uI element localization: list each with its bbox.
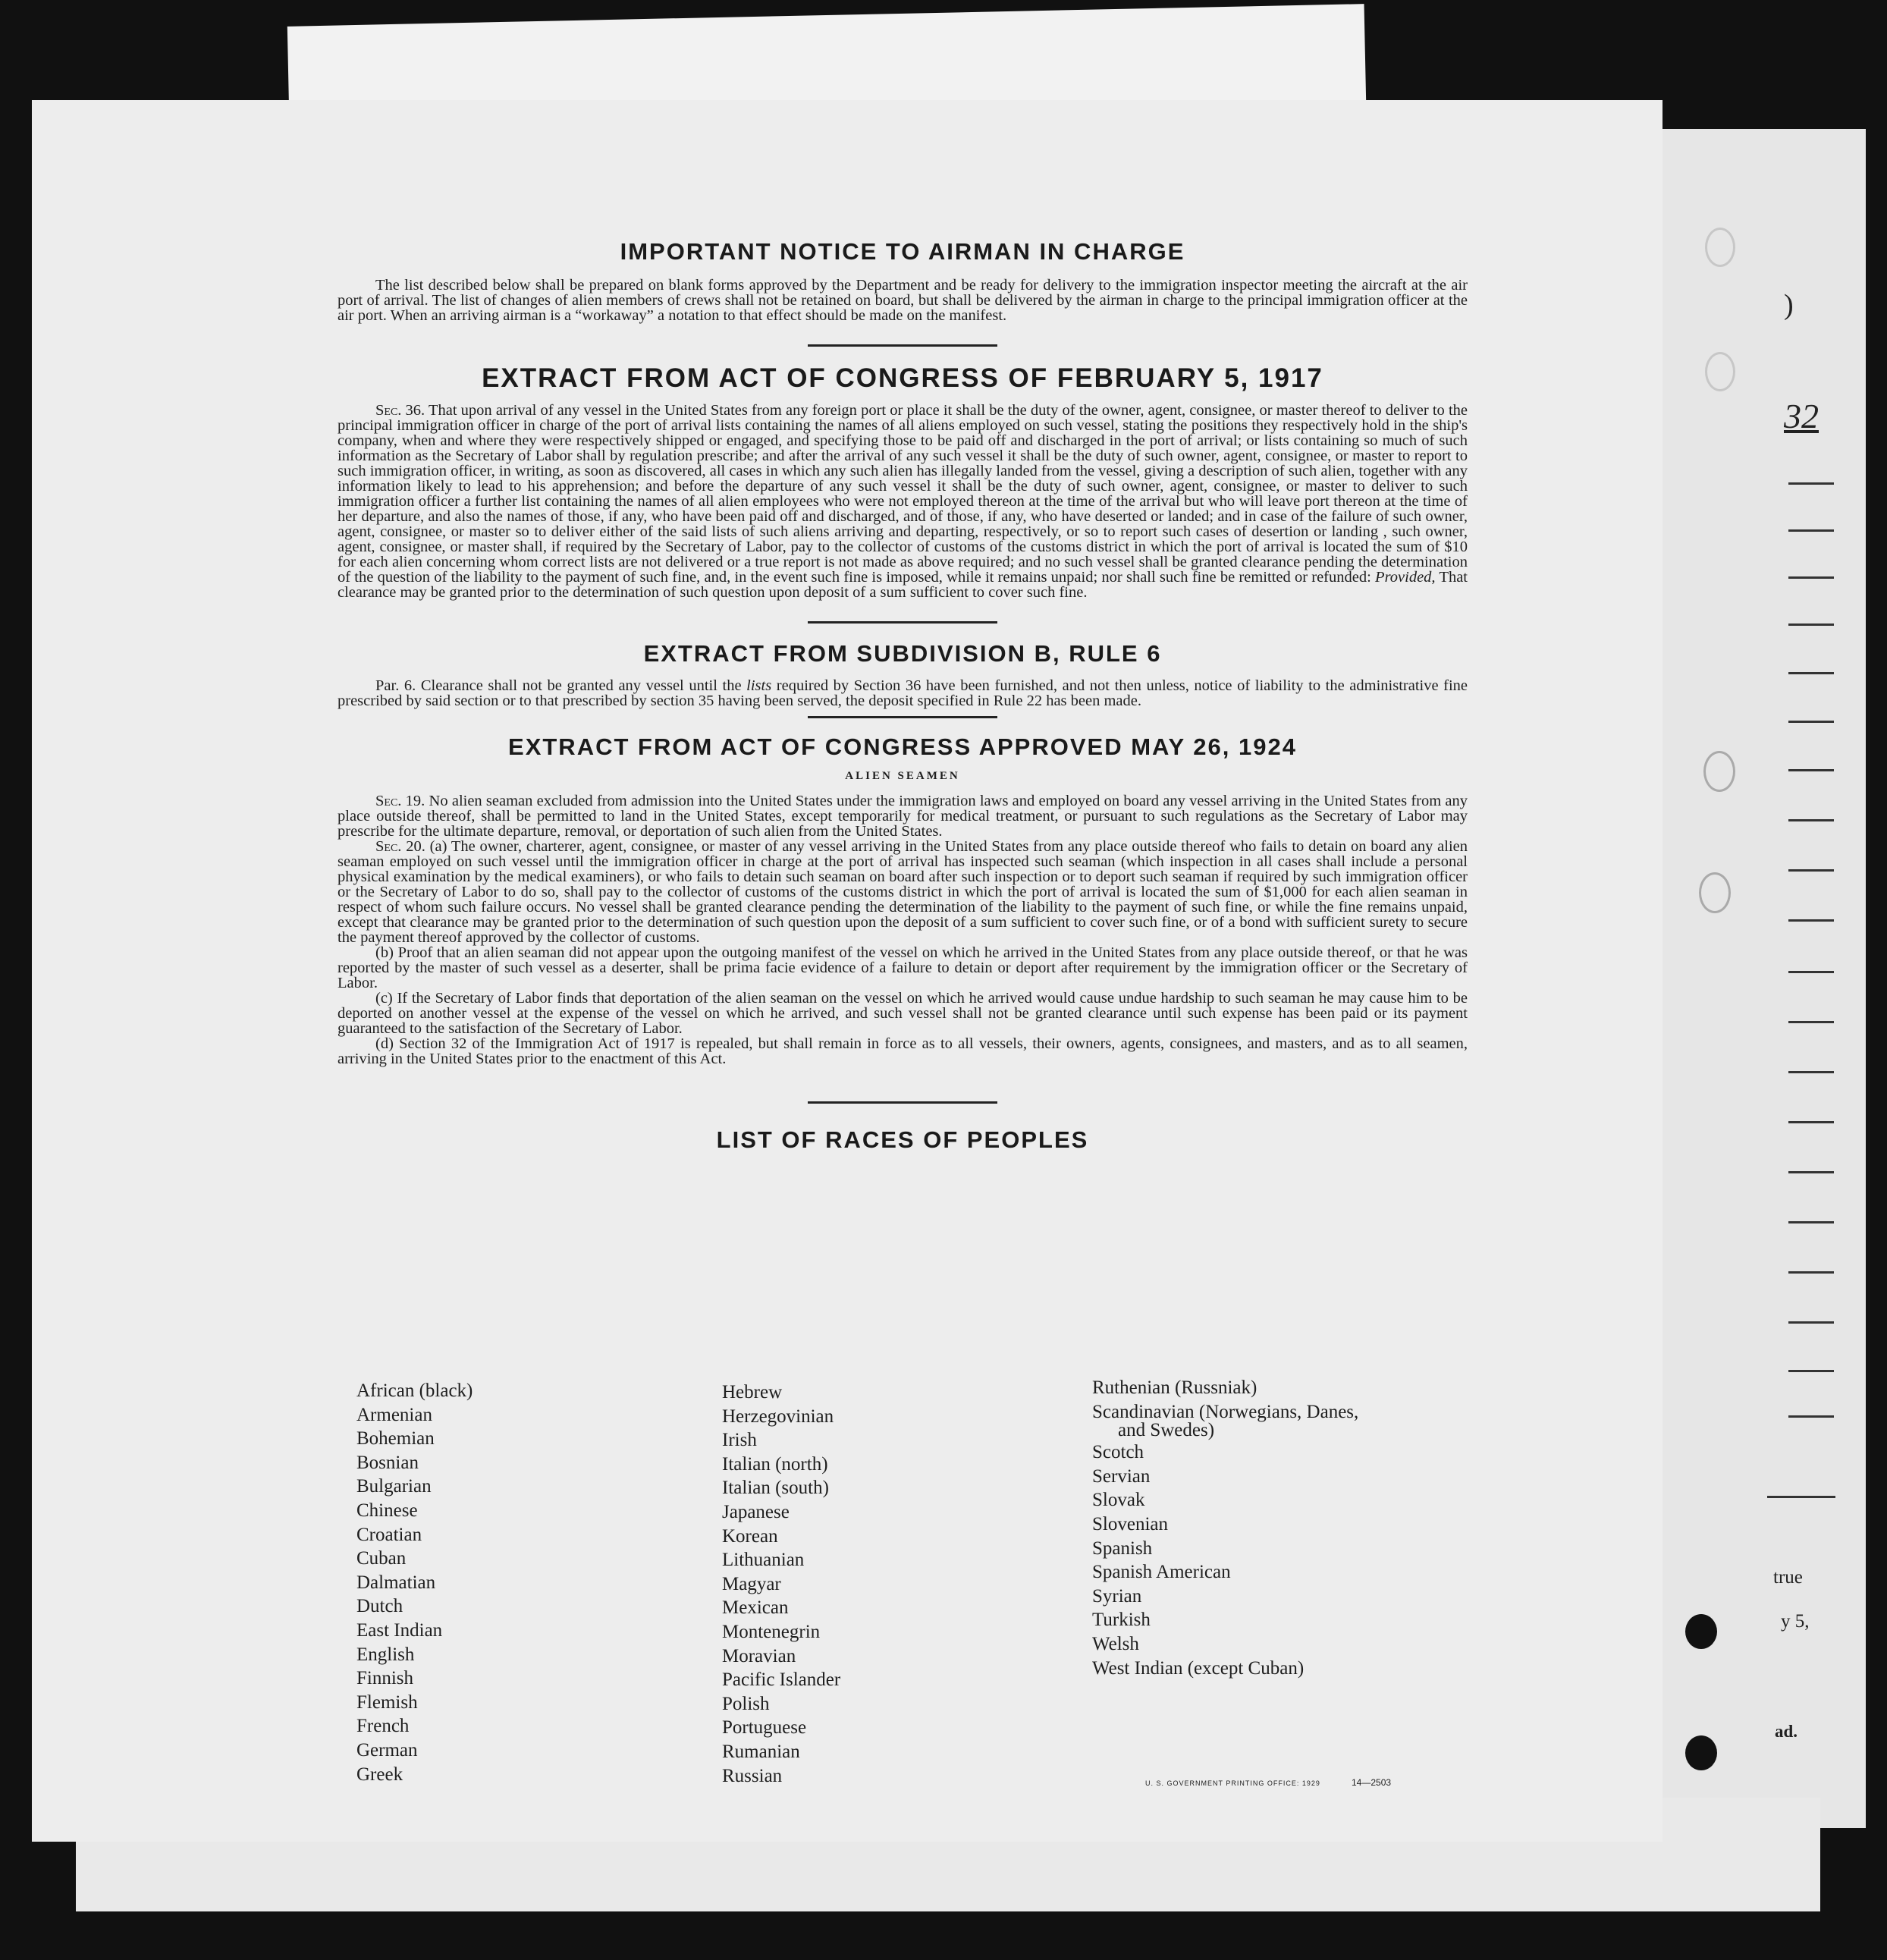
sec-19-text: No alien seaman excluded from admission into the United States under the immigration laws and employed on board any vessel arriving in the United States from any place outside thereof, shall be permitted to land in the United States, except temporarily for medical treatment, or pursuant to such regulations as the Secretary of Labor may prescribe for the ultimate departure, removal, or deportation of such alien from the United States. bbox=[338, 793, 1468, 840]
margin-paren: ) bbox=[1784, 289, 1794, 321]
race-item: Syrian bbox=[1092, 1585, 1142, 1607]
races-column-2 bbox=[722, 1380, 840, 1788]
race-item: Bulgarian bbox=[356, 1476, 432, 1497]
act-1917-text-end: That clearance may be granted prior to the determination of such question upon deposit of a sum sufficient to cover such fine. bbox=[338, 569, 1468, 601]
punch-hole bbox=[1685, 1614, 1717, 1649]
form-line bbox=[1788, 482, 1834, 485]
race-item: English bbox=[356, 1644, 415, 1665]
form-number: 14—2503 bbox=[1352, 1777, 1392, 1788]
act-1917-body bbox=[338, 403, 1468, 600]
section-label: Sec. 20. bbox=[375, 838, 425, 855]
act-1917-text: That upon arrival of any vessel in the United States from any foreign port or place it shall be the duty of the owner, agent, consignee, or master thereof to deliver to the principal immigration officer in charge of the port of arrival lists containing the names of all aliens employed on such vessel, stating the positions they respectively hold in the ship's company, when and where they were respectively shipped or engaged, and specifying those to be paid off and discharged in the port of arrival; or lists containing so much of such information as the Secretary of Labor shall by regulation prescribe; and after the arrival of any such vessel it shall be the duty of such owner, agent, consignee, or master to report to such immigration officer, in writing, as soon as discovered, all cases in which any such alien has illegally landed from the vessel, giving a description of such alien, together with any information likely to lead to his apprehension; and before the departure of any such vessel it shall be the duty of such owner, agent, consignee, or master to deliver to such immigration officer a further list containing the names of all alien employees who were not employed thereon at the time of the arrival but who will leave port thereon at the time of her departure, and also the names of those, if any, who have been paid off and discharged, and of those, if any, who have deserted or landed; and in case of the failure of such owner, agent, consignee, or master so to deliver either of the said lists of such aliens arriving and departing, respectively, or so to report such cases of desertion or landing , such owner, agent, consignee, or master shall, if required by the Secretary of Labor, pay to the collector of customs of the customs district in which the port of arrival is located the sum of $10 for each alien concerning whom correct lists are not delivered or a true report is not made as above required; and no such vessel shall be granted clearance pending the determination of the question of the liability to the payment of such fine, and, in the event such fine is imposed, while it remains unpaid; nor shall such fine be remitted or refunded: bbox=[338, 402, 1468, 586]
races-title: LIST OF RACES OF PEOPLES bbox=[716, 1126, 1089, 1153]
race-item: Pacific Islander bbox=[722, 1669, 841, 1691]
race-item: Slovenian bbox=[1092, 1513, 1168, 1534]
sec-20c-body: (c) If the Secretary of Labor finds that deportation of the alien seaman on the vessel on which he arrived would cause undue hardship to such seaman he may cause him to be deported on another vessel at the expense of the vessel on which he arrived, and such vessel shall not be granted clearance until such expense has been paid or its payment guaranteed to the satisfaction of the Secretary of Labor. bbox=[338, 990, 1468, 1037]
race-item: Bosnian bbox=[356, 1452, 419, 1473]
section-divider bbox=[808, 621, 997, 623]
race-item: Portuguese bbox=[722, 1717, 807, 1739]
alien-seamen-subtitle: ALIEN SEAMEN bbox=[845, 770, 960, 782]
race-item: Moravian bbox=[722, 1645, 796, 1666]
race-item: Korean bbox=[722, 1525, 778, 1547]
section-divider bbox=[808, 1101, 997, 1104]
form-line bbox=[1788, 1121, 1834, 1123]
notice-content bbox=[338, 228, 1468, 1154]
race-item: Japanese bbox=[722, 1501, 790, 1522]
race-item: Rumanian bbox=[722, 1741, 800, 1762]
act-1917-title: EXTRACT FROM ACT OF CONGRESS OF FEBRUARY 5, 1917 bbox=[482, 363, 1323, 393]
race-item: Armenian bbox=[356, 1404, 432, 1425]
race-item: Spanish American bbox=[1092, 1562, 1231, 1583]
form-line bbox=[1788, 576, 1834, 579]
race-item: Greek bbox=[356, 1764, 403, 1785]
form-line bbox=[1788, 1415, 1834, 1418]
punch-hole bbox=[1705, 352, 1735, 391]
notice-title: IMPORTANT NOTICE TO AIRMAN IN CHARGE bbox=[620, 238, 1185, 265]
race-item: Croatian bbox=[356, 1524, 422, 1545]
rule-6-text-end: required by Section 36 have been furnished, and not then unless, notice of liability to the administrative fine prescribed by said section or to that prescribed by section 35 having been served, the deposit specified in Rule 22 has been made. bbox=[338, 677, 1468, 709]
races-column-3 bbox=[1092, 1376, 1358, 1680]
race-item: Magyar bbox=[722, 1573, 781, 1594]
races-list bbox=[0, 1379, 1887, 1789]
margin-text-y5: y 5, bbox=[1781, 1611, 1810, 1632]
race-item: Mexican bbox=[722, 1597, 789, 1619]
form-line bbox=[1788, 1171, 1834, 1173]
rule-6-title: EXTRACT FROM SUBDIVISION B, RULE 6 bbox=[643, 640, 1162, 667]
race-item: West Indian (except Cuban) bbox=[1092, 1657, 1305, 1679]
form-line bbox=[1788, 769, 1834, 771]
printer-imprint: U. S. GOVERNMENT PRINTING OFFICE: 1929 bbox=[1145, 1779, 1320, 1787]
race-item: French bbox=[356, 1716, 410, 1737]
race-item: Irish bbox=[722, 1430, 757, 1451]
race-item: African (black) bbox=[356, 1380, 473, 1401]
sec-20a-body bbox=[338, 839, 1468, 945]
form-line bbox=[1788, 1071, 1834, 1073]
punch-hole bbox=[1699, 872, 1731, 913]
race-item: Cuban bbox=[356, 1548, 407, 1569]
race-item-continued: and Swedes) bbox=[1118, 1420, 1215, 1441]
form-line bbox=[1788, 1221, 1834, 1223]
lists-word: lists bbox=[746, 677, 772, 694]
race-item: Italian (south) bbox=[722, 1478, 829, 1499]
race-item: Servian bbox=[1092, 1465, 1151, 1487]
race-item: Welsh bbox=[1092, 1633, 1139, 1654]
form-line bbox=[1788, 672, 1834, 674]
form-line bbox=[1788, 1321, 1834, 1324]
act-1924-title: EXTRACT FROM ACT OF CONGRESS APPROVED MAY 26, 1924 bbox=[508, 733, 1297, 760]
rule-6-text: Par. 6. Clearance shall not be granted any vessel until the bbox=[375, 677, 742, 694]
race-item: Chinese bbox=[356, 1500, 418, 1521]
section-divider bbox=[808, 344, 997, 347]
sec-20a-text: (a) The owner, charterer, agent, consignee, or master of any vessel arriving in the United States from any place outside thereof who fails to detain on board any alien seaman employed on such vessel until the immigration officer in charge at the port of arrival has inspected such seaman (which inspection in all cases shall include a personal physical examination by the medical examiners), or who fails to detain such seaman on board after such inspection or to deport such seaman if required by such immigration officer or the Secretary of Labor to do so, shall pay to the collector of customs of the customs district in which the port of arrival is located the sum of $1,000 for each alien seaman in respect of whom such failure occurs. No vessel shall be granted clearance pending the determination of the liability to the payment of such fine, or while the fine remains unpaid, except that clearance may be granted prior to the determination of such question upon the deposit of a sum sufficient to cover such fine, or of a bond with sufficient surety to secure the payment thereof approved by the collector of customs. bbox=[338, 838, 1468, 946]
margin-text-ad: ad. bbox=[1775, 1722, 1798, 1741]
race-item: Finnish bbox=[356, 1668, 414, 1689]
race-item: Scandinavian (Norwegians, Danes, bbox=[1092, 1401, 1359, 1422]
race-item: Ruthenian (Russniak) bbox=[1092, 1377, 1257, 1398]
race-item: Dalmatian bbox=[356, 1572, 436, 1593]
races-column-1 bbox=[356, 1379, 473, 1786]
section-label: Sec. 36. bbox=[375, 402, 425, 419]
form-line bbox=[1788, 529, 1834, 532]
race-item: Spanish bbox=[1092, 1538, 1153, 1559]
notice-body: The list described below shall be prepared on blank forms approved by the Department and be ready for delivery to the immigration inspector meeting the aircraft at the air port of arrival. The list of changes of alien members of crews shall not be retained on board, but shall be delivered by the airman in charge to the principal immigration officer at the air port. When an arriving airman is a “workaway” a notation to that effect should be made on the manifest. bbox=[338, 277, 1468, 324]
race-item: Russian bbox=[722, 1765, 783, 1786]
sec-20b-body: (b) Proof that an alien seaman did not appear upon the outgoing manifest of the vessel on which he arrived in the United States from any place outside thereof, or that he was reported by the master of such vessel as a deserter, shall be prima facie evidence of a failure to detain or deport after requirement by the immigration officer or the Secretary of Labor. bbox=[338, 944, 1468, 991]
punch-hole bbox=[1685, 1735, 1717, 1770]
race-item: Lithuanian bbox=[722, 1550, 805, 1571]
sec-19-body bbox=[338, 793, 1468, 839]
race-item: East Indian bbox=[356, 1619, 443, 1641]
race-item: Italian (north) bbox=[722, 1453, 828, 1475]
form-line bbox=[1767, 1496, 1835, 1498]
race-item: Dutch bbox=[356, 1596, 403, 1617]
form-line bbox=[1788, 1271, 1834, 1274]
punch-hole bbox=[1705, 228, 1735, 267]
race-item: Scotch bbox=[1092, 1442, 1144, 1463]
race-item: Bohemian bbox=[356, 1428, 435, 1450]
handwritten-number: 32 bbox=[1784, 397, 1819, 435]
rule-6-body bbox=[338, 678, 1468, 708]
section-label: Sec. 19. bbox=[375, 793, 425, 809]
form-line bbox=[1788, 919, 1834, 922]
form-line bbox=[1788, 971, 1834, 973]
race-item: Turkish bbox=[1092, 1610, 1151, 1631]
form-line bbox=[1788, 869, 1834, 872]
margin-text-true: true bbox=[1773, 1567, 1803, 1588]
sec-20d-body: (d) Section 32 of the Immigration Act of 1917 is repealed, but shall remain in force as to all vessels, their owners, agents, consignees, and masters, and as to all seamen, arriving in the United States prior to the enactment of this Act. bbox=[338, 1035, 1468, 1067]
form-line bbox=[1788, 1370, 1834, 1372]
race-item: Slovak bbox=[1092, 1490, 1145, 1511]
race-item: Herzegovinian bbox=[722, 1406, 834, 1427]
punch-hole bbox=[1703, 751, 1735, 792]
race-item: Flemish bbox=[356, 1691, 418, 1713]
form-line bbox=[1788, 623, 1834, 626]
form-line bbox=[1788, 1021, 1834, 1023]
race-item: Polish bbox=[722, 1693, 770, 1714]
provided-word: Provided, bbox=[1375, 569, 1436, 586]
race-item: German bbox=[356, 1739, 418, 1761]
race-item: Hebrew bbox=[722, 1382, 783, 1402]
race-item: Montenegrin bbox=[722, 1621, 821, 1642]
section-divider bbox=[808, 716, 997, 718]
form-line bbox=[1788, 819, 1834, 821]
form-line bbox=[1788, 721, 1834, 723]
